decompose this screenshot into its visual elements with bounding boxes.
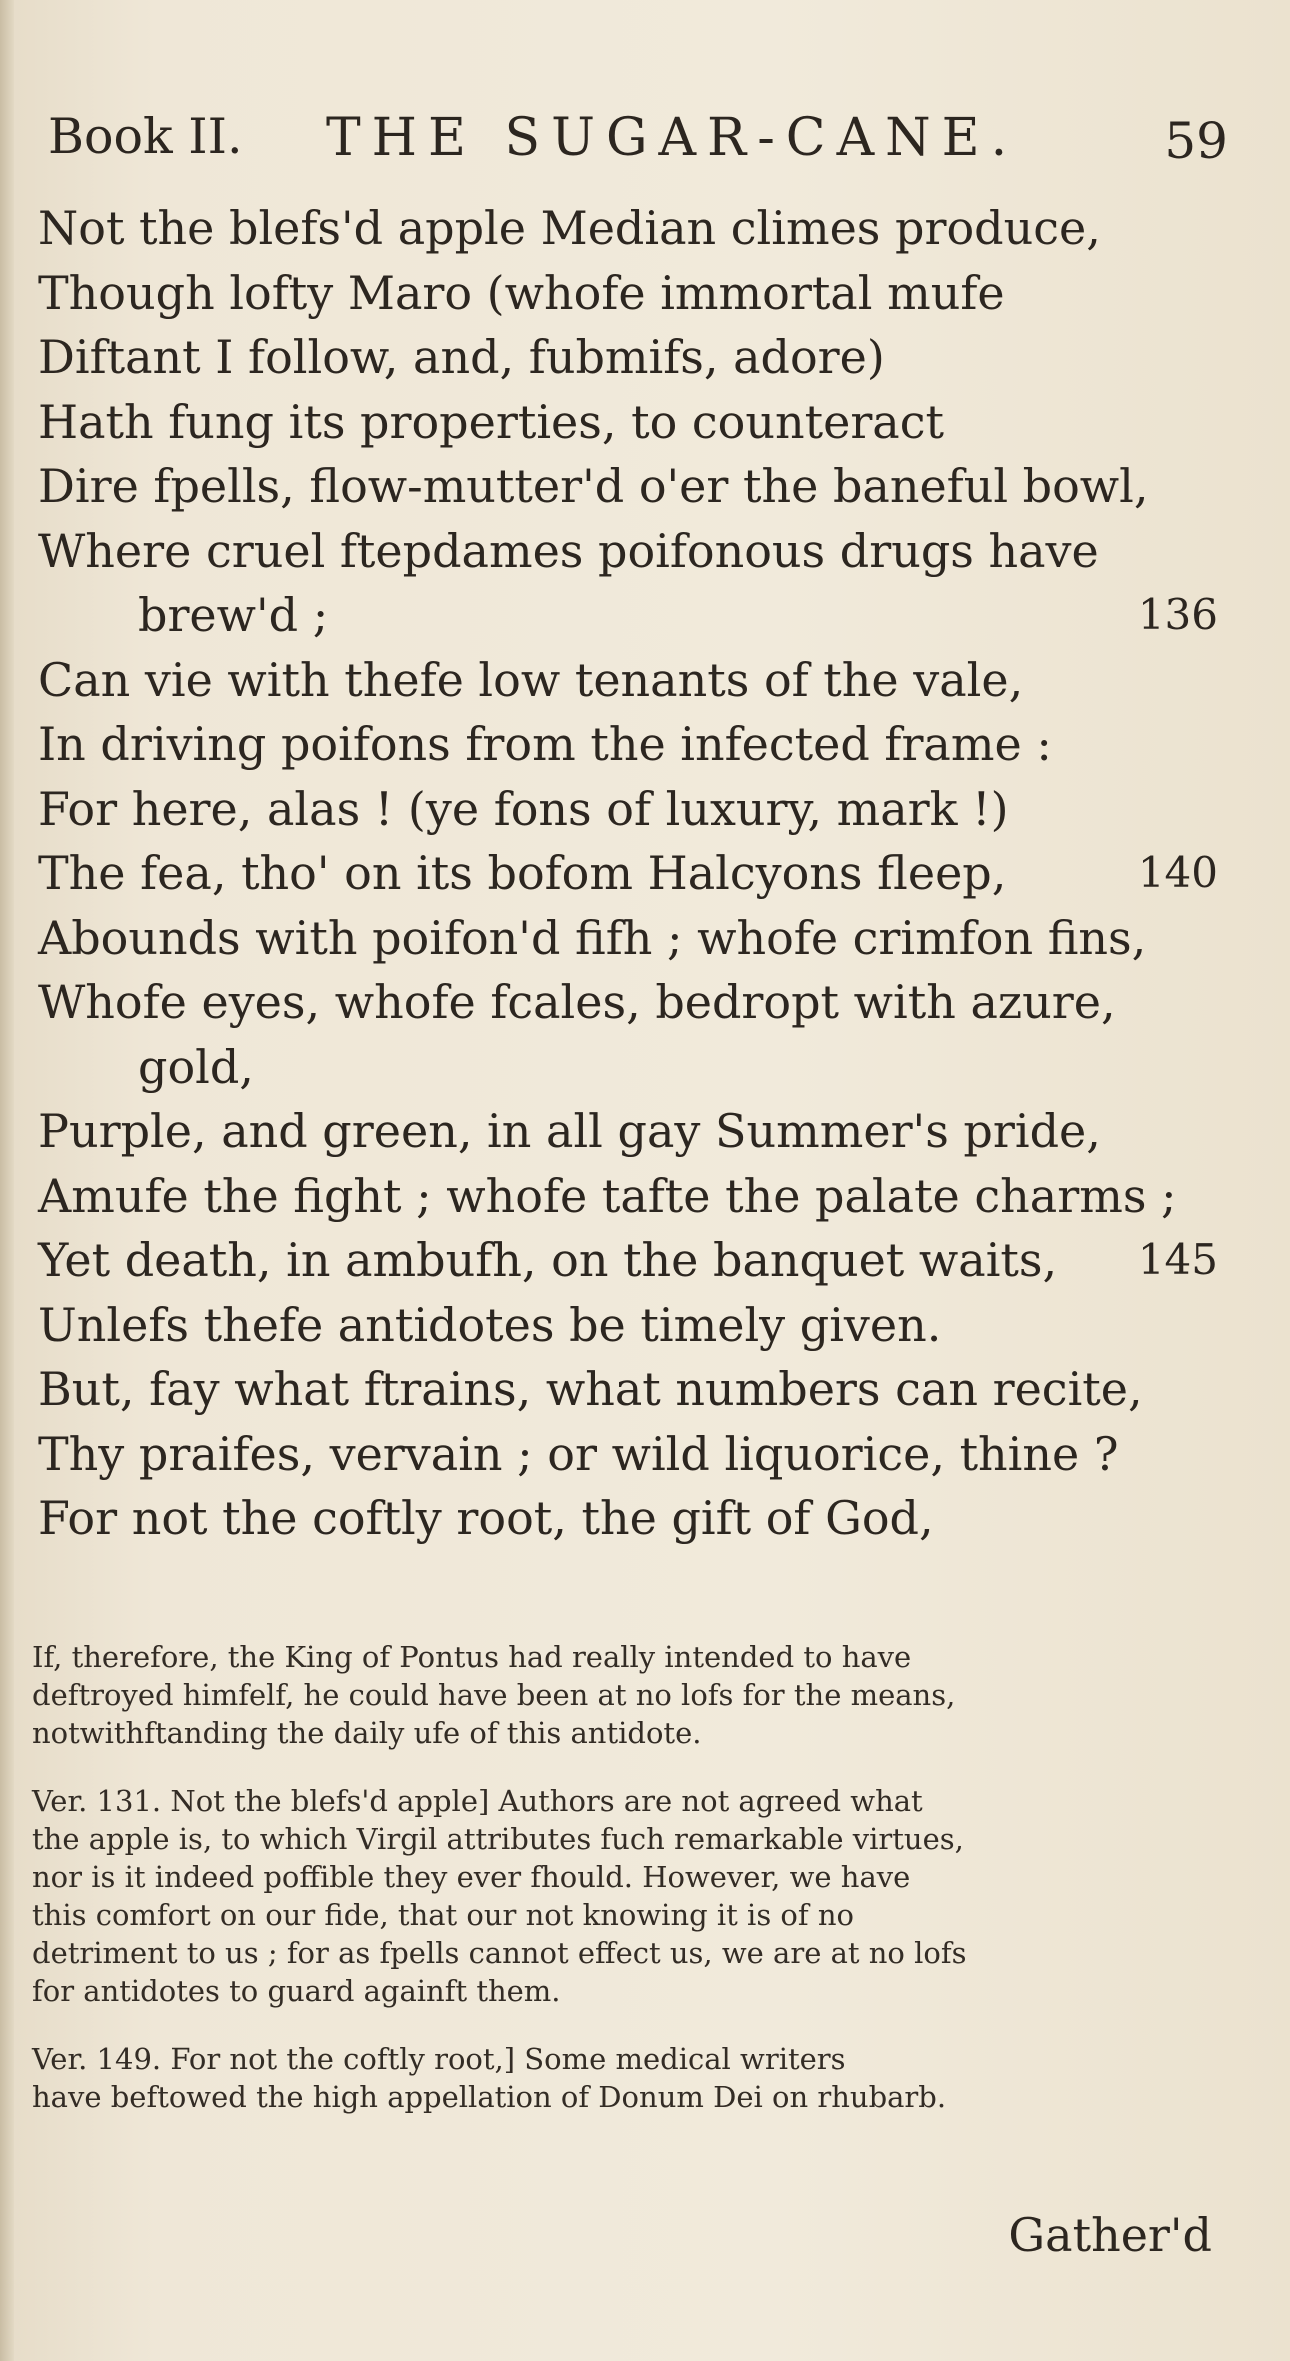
footnote <box>32 1638 1192 1752</box>
verse-line-text: Whofe eyes, whofe fcales, bedropt with azure, <box>38 975 1116 1029</box>
verse-line <box>38 519 1218 584</box>
footnote-line: for antidotes to guard againft them. <box>32 1974 561 2008</box>
verse-line-text: Hath fung its properties, to counteract <box>38 394 944 449</box>
footnote-line: notwithftanding the daily ufe of this antidote. <box>32 1716 702 1750</box>
verse-line-text: For not the coftly root, the gift of God, <box>38 1491 934 1545</box>
verse-line <box>38 1099 1218 1164</box>
verse-line-text: Not the blefs'd apple Median climes produce, <box>38 201 1101 255</box>
verse-line <box>38 390 1218 455</box>
verse-line <box>38 325 1218 390</box>
verse-line-text: brew'd ; <box>138 588 329 642</box>
footnote-line: detriment to us ; for as fpells cannot effect us, we are at no lofs <box>32 1936 967 1970</box>
verse-line <box>38 712 1218 777</box>
footnote-line: nor is it indeed poffible they ever fhould. However, we have <box>32 1860 911 1894</box>
line-number: 136 <box>1137 590 1218 639</box>
footnote-line: this comfort on our fide, that our not knowing it is of no <box>32 1898 854 1932</box>
verse-line-text: Unlefs thefe antidotes be timely given. <box>38 1297 942 1352</box>
verse-line <box>38 841 1218 906</box>
footnote-line: the apple is, to which Virgil attributes fuch remarkable virtues, <box>32 1822 964 1856</box>
poem-verse <box>38 196 1218 1551</box>
verse-line-text: Diftant I follow, and, fubmifs, adore) <box>38 330 885 384</box>
running-header <box>48 108 1228 178</box>
verse-line <box>38 1293 1218 1358</box>
verse-line-text: Where cruel ftepdames poifonous drugs have <box>38 523 1099 578</box>
book-label: Book II. <box>48 108 243 165</box>
verse-line-text: The fea, tho' on its bofom Halcyons fleep, <box>38 846 1007 900</box>
page-number: 59 <box>1164 112 1228 170</box>
verse-line-text: Amufe the fight ; whofe tafte the palate charms ; <box>38 1168 1177 1223</box>
footnote-line: Ver. 131. Not the blefs'd apple] Authors are not agreed what <box>32 1784 923 1818</box>
verse-line-text: Though lofty Maro (whofe immortal mufe <box>38 265 1005 320</box>
line-number: 145 <box>1137 1235 1218 1284</box>
verse-line-text: Purple, and green, in all gay Summer's pride, <box>38 1104 1101 1158</box>
verse-line-text: Yet death, in ambufh, on the banquet waits, <box>38 1233 1058 1287</box>
verse-line <box>38 1035 1218 1100</box>
footnote-line: If, therefore, the King of Pontus had really intended to have <box>32 1640 912 1674</box>
footnote-line: Ver. 149. For not the coftly root,] Some medical writers <box>32 2042 846 2076</box>
verse-line-text: gold, <box>138 1039 254 1094</box>
footnotes <box>32 1638 1192 2146</box>
verse-line <box>38 777 1218 842</box>
verse-line <box>38 906 1218 971</box>
verse-line-text: In driving poifons from the infected frame : <box>38 717 1052 771</box>
verse-line-text: Abounds with poifon'd fifh ; whofe crimfon fins, <box>38 910 1147 965</box>
line-number: 140 <box>1137 848 1218 897</box>
verse-line-text: For here, alas ! (ye fons of luxury, mark !) <box>38 781 1009 836</box>
verse-line-text: Dire fpells, flow-mutter'd o'er the baneful bowl, <box>38 459 1149 513</box>
verse-line-text: But, fay what ftrains, what numbers can recite, <box>38 1362 1143 1416</box>
verse-line <box>38 648 1218 713</box>
verse-line <box>38 1422 1218 1487</box>
verse-line-text: Can vie with thefe low tenants of the vale, <box>38 652 1024 707</box>
verse-line <box>38 1164 1218 1229</box>
verse-line <box>38 1357 1218 1422</box>
verse-line <box>38 454 1218 519</box>
running-title: THE SUGAR-CANE. <box>326 108 1019 168</box>
footnote-line: deftroyed himfelf, he could have been at no lofs for the means, <box>32 1678 956 1712</box>
verse-line <box>38 970 1218 1035</box>
verse-line <box>38 583 1218 648</box>
page-gutter <box>0 0 14 2361</box>
catchword: Gather'd <box>1008 2208 1212 2262</box>
footnote <box>32 1782 1192 2010</box>
verse-line <box>38 261 1218 326</box>
footnote <box>32 2040 1192 2116</box>
footnote-line: have beftowed the high appellation of Donum Dei on rhubarb. <box>32 2080 947 2114</box>
verse-line <box>38 1486 1218 1551</box>
verse-line <box>38 196 1218 261</box>
verse-line-text: Thy praifes, vervain ; or wild liquorice, thine ? <box>38 1426 1119 1481</box>
verse-line <box>38 1228 1218 1293</box>
